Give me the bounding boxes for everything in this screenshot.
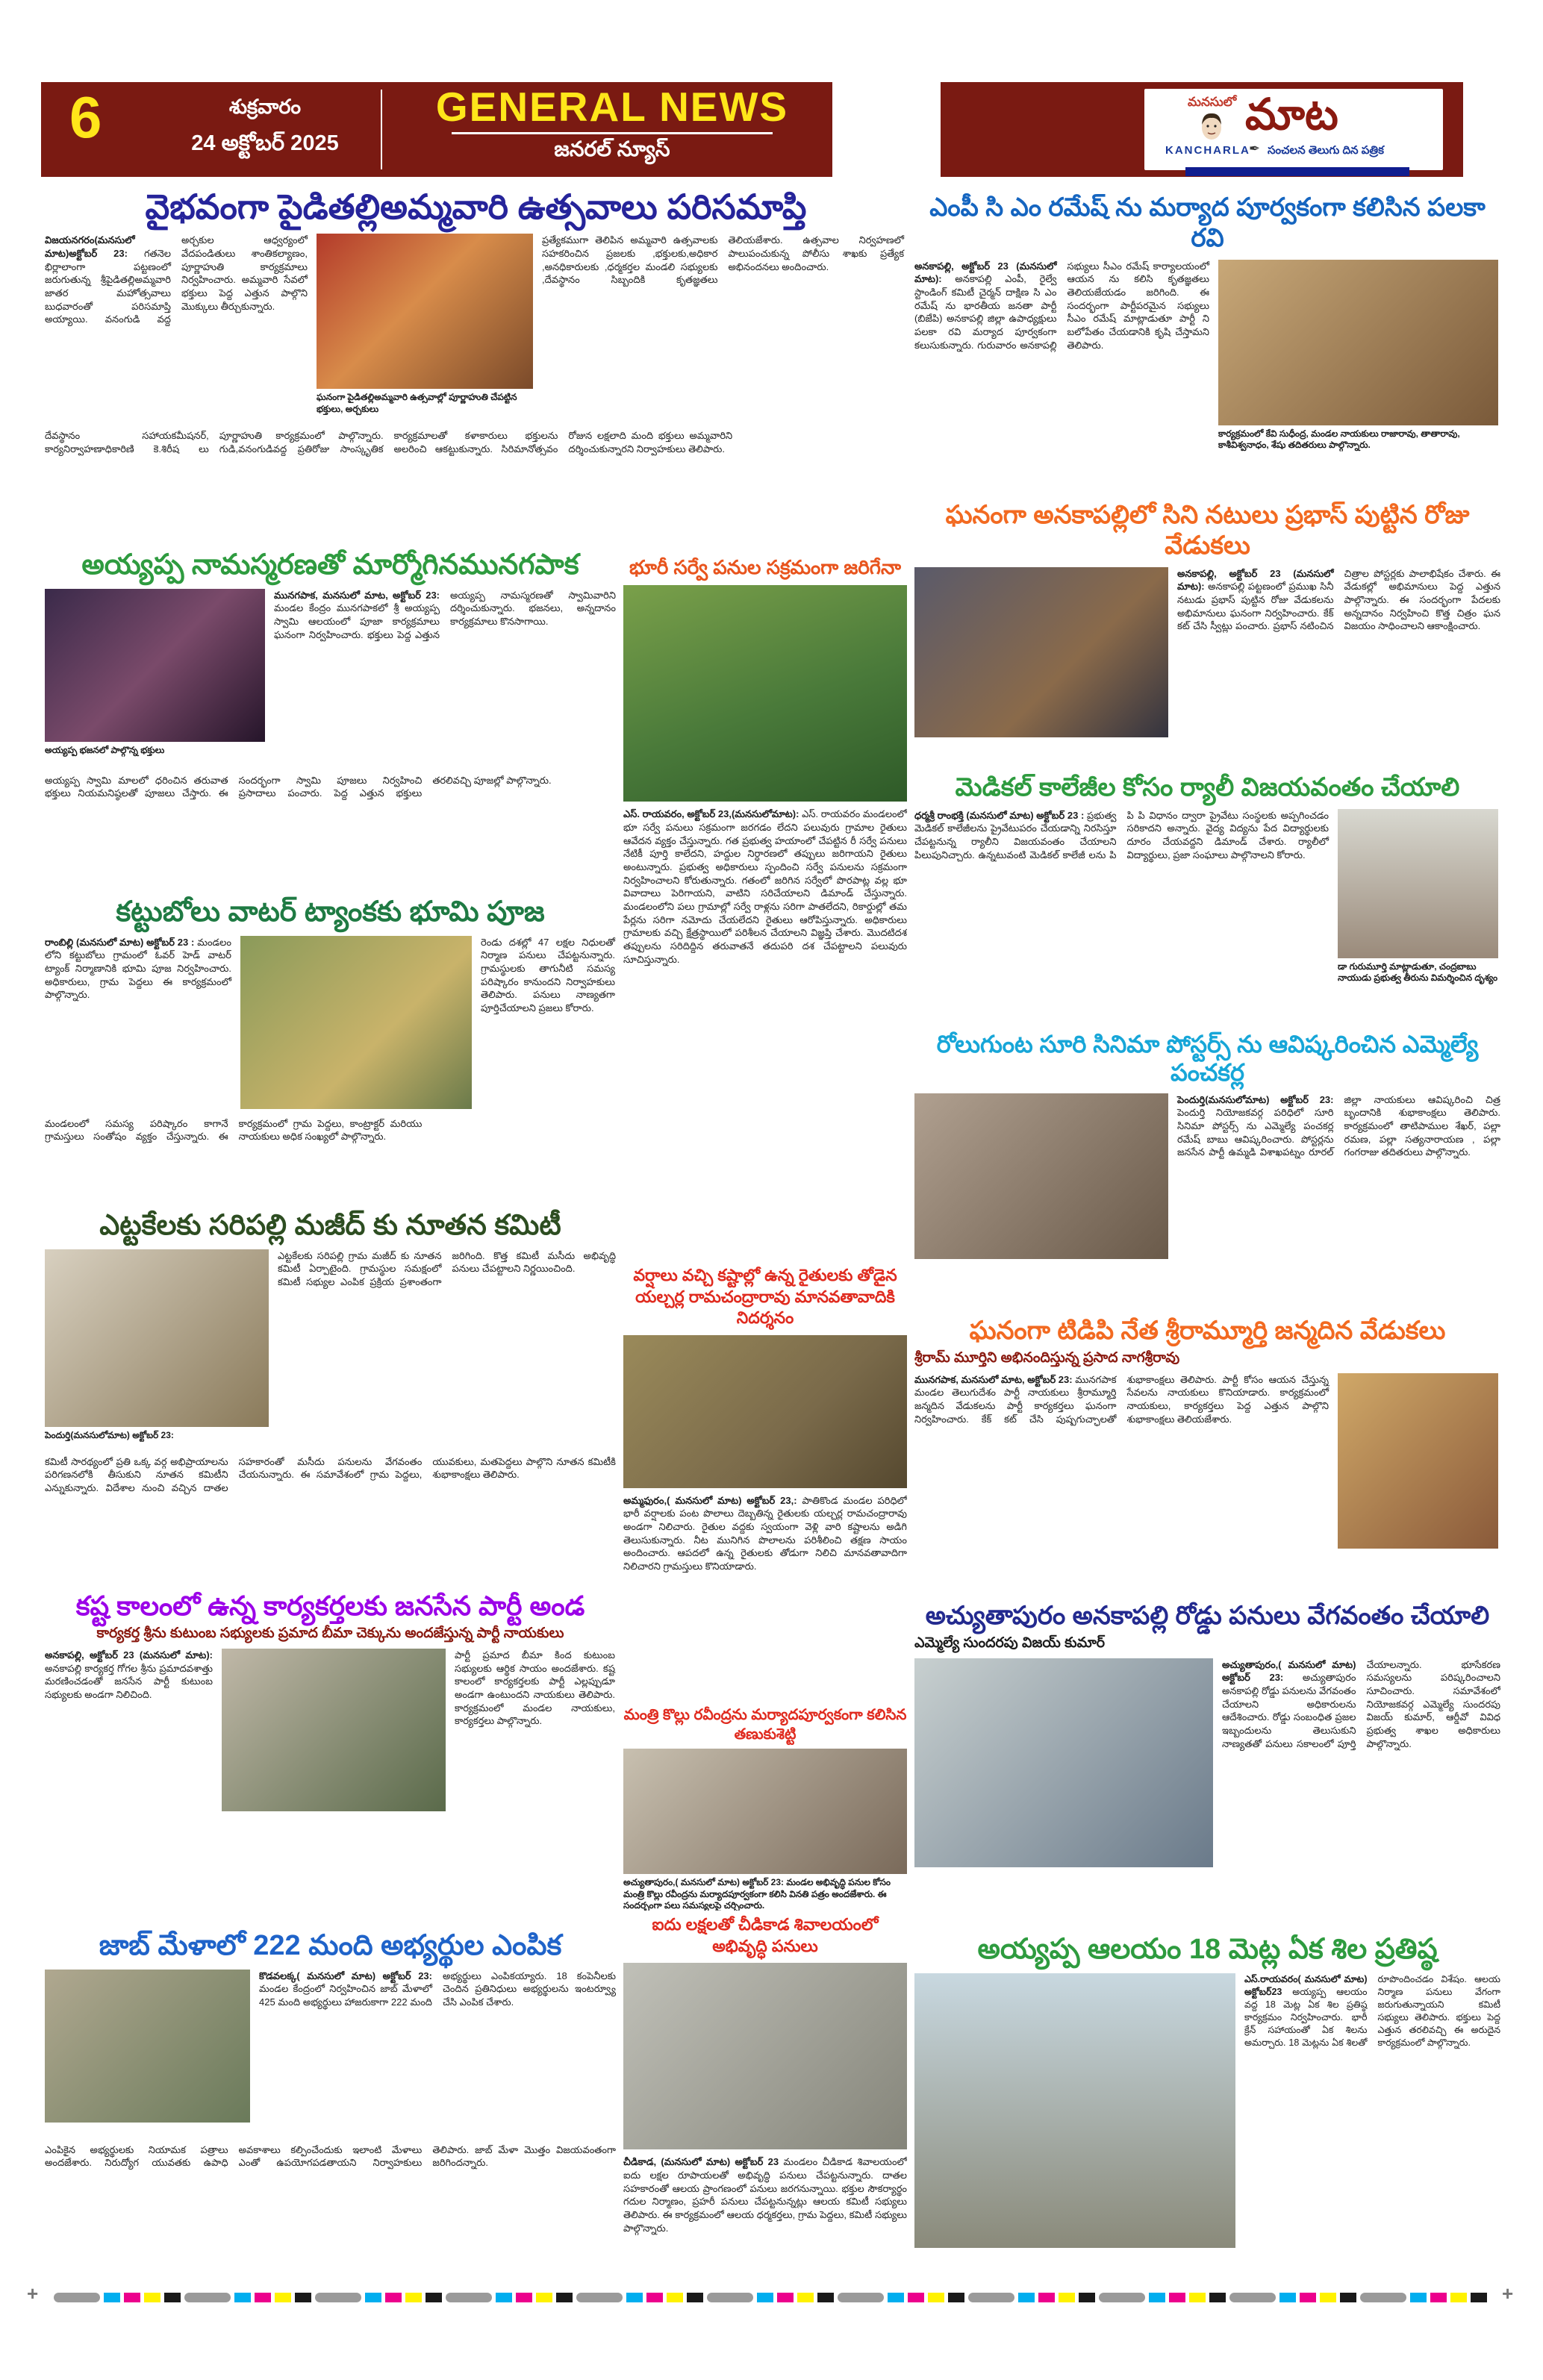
article-body-continued: ఎంపికైన అభ్యర్థులకు నియామక పత్రాలు అందజేశారు. నిరుద్యోగ యువతకు ఉపాధి అవకాశాలు కల్పించేందుకు ఇలాంటి మేళాలు ఎంతో ఉపయోగపడతాయని నిర్వాహకులు తెలిపారు. జాబ్ మేళా మొత్తం విజయవంతంగా జరిగిందన్నారు.	[45, 2143, 616, 2169]
pen-nib-icon: ✒	[1249, 141, 1261, 156]
article-body: అనకాపల్లి, అక్టోబర్ 23 (మనసులో మాట): అనకాపల్లి ఎంపీ, రైల్వే స్టాండింగ్ కమిటీ చైర్మన్ దాక్షిణ సి ఎం రమేష్ ను భారతీయ జనతా పార్టీ (బిజేపి) అనకాపల్లి జిల్లా ఉపాధ్యక్షులు పలకా రవి మర్యాద పూర్వకంగా కలుసుకున్నారు. గురువారం అనకాపల్లి సభ్యులు సీఎం రమేష్ కార్యాలయంలో ఆయన ను కలిసి కృతజ్ఞతలు తెలియజేయడం జరిగింది. ఈ సందర్భంగా పార్టీపరమైన సభ్యులు సీఎం రమేష్ మాట్లాడుతూ పార్టీ ని బలోపేతం చేయడానికి కృషి చేస్తామని తెలిపారు.	[914, 260, 1209, 351]
page-number: 6	[69, 84, 102, 150]
article-body: చీడికాడ, (మనసులో మాట) అక్టోబర్ 23 మండలం చీడికాడ శివాలయంలో ఐదు లక్షల రూపాయలతో అభివృద్ధి పనులు చేపట్టనున్నారు. దాతల సహకారంతో ఆలయ ప్రాంగణంలో పనులు జరగనున్నాయి. భక్తుల సౌకర్యార్థం గదుల నిర్మాణం, ప్రహరీ పనులు చేపట్టనున్నట్లు ఆలయ కమిటీ సభ్యులు తెలిపారు. ఈ కార్యక్రమంలో ఆలయ ధర్మకర్తలు, గ్రామ పెద్దలు, కమిటీ సభ్యులు పాల్గొన్నారు.	[623, 2156, 907, 2234]
photo-block	[240, 936, 472, 1111]
crop-mark-left: +	[27, 2282, 39, 2305]
photo-block	[45, 1249, 269, 1449]
photo-block	[914, 1093, 1168, 1306]
article-headline: జాబ్ మేళాలో 222 మంది అభ్యర్థుల ఎంపిక	[99, 1930, 562, 1961]
article-headline: రోలుగుంట సూరి సినిమా పోస్టర్స్ ను ఆవిష్కరించిన ఎమ్మెల్యే పంచకర్ల	[936, 1031, 1479, 1087]
photo-block	[914, 1658, 1213, 1882]
banana-field-photo	[623, 585, 907, 802]
article-subhead: శ్రీరామ్ మూర్తిని అభినందిస్తున్న ప్రసాద నాగశ్రీరావు	[914, 1349, 1180, 1366]
newspaper-logo	[1144, 89, 1443, 170]
article-headline: ఘనంగా అనకాపల్లిలో సిని నటులు ప్రభాస్ పుట్టిన రోజు వేడుకలు	[945, 501, 1470, 560]
committee-group-photo	[45, 1249, 269, 1427]
article-headline: ఘనంగా టిడిపి నేత శ్రీరామ్మూర్తి జన్మదిన వేడుకలు	[969, 1317, 1446, 1345]
article-body-footer: దేవస్థానం సహాయకమీషనర్, కార్యనిర్వాహణాధికారిణి కె.శిరీష లు పూర్ణాహుతి కార్యక్రమంలో పాల్గొన్నారు. గుడి,వనంగుడివద్ద ప్రతిరోజు సాంస్కృతిక కార్యక్రమాలతో కళాకారులు భక్తులను అలరించి ఆకట్టుకున్నారు. సిరిమానోత్సవం రోజున లక్షలాది మంది భక్తులు అమ్మవారిని దర్శించుకున్నారని నిర్వాహకులు తెలిపారు.	[45, 430, 733, 455]
article-headline: అయ్యప్ప ఆలయం 18 మెట్ల ఏక శిల ప్రతిష్ఠ	[977, 1934, 1438, 1965]
date: 24 అక్టోబర్ 2025	[191, 131, 339, 155]
masthead-right-band	[941, 82, 1463, 177]
article-body: అచ్యుతాపురం,( మనసులో మాట) అక్టోబర్ 23: అచ్యుతాపురం అనకాపల్లి రోడ్డు పనులను వేగవంతం చేయాలని అధికారులను ఆదేశించారు. రోడ్డు సంబంధిత ప్రజల ఇబ్బందులను తెలుసుకుని నాణ్యతతో పనులు సకాలంలో పూర్తి చేయాలన్నారు. భూసేకరణ సమస్యలను పరిష్కరించాలని సూచించారు. సమావేశంలో నియోజకవర్గ ఎమ్మెల్యే సుందరపు విజయ్ కుమార్, ఆర్డీవో వివిధ ప్రభుత్వ శాఖల అధికారులు పాల్గొన్నారు.	[1222, 1658, 1500, 1749]
photo-block	[1218, 260, 1498, 461]
section-title-te: జనరల్ న్యూస్	[554, 137, 670, 160]
article-body: కొడవలక్క( మనసులో మాట) అక్టోబర్ 23: మండల కేంద్రంలో నిర్వహించిన జాబ్ మేళాలో 425 మంది అభ్యర్థులు హాజరుకాగా 222 మంది అభ్యర్థులు ఎంపికయ్యారు. 18 కంపెనీలకు చెందిన ప్రతినిధులు అభ్యర్థులను ఇంటర్వ్యూ చేసి ఎంపిక చేశారు.	[259, 1970, 616, 2008]
article-temple-development	[623, 1914, 907, 2295]
photo-caption: కార్యక్రమంలో కేవి సుధీంద్ర, మండల నాయకులు రాజారావు, తాతారావు, కాశీవిశ్వనాధం, శేషు తదితరులు పాల్గొన్నారు.	[1218, 428, 1460, 451]
photo-block	[317, 234, 533, 422]
photo-block	[45, 589, 265, 768]
article-monolith-steps	[914, 1933, 1500, 2287]
photo-block	[914, 567, 1168, 767]
article-tdp-birthday	[914, 1316, 1500, 1596]
article-subhead: కార్యకర్త శ్రీను కుటుంబ సభ్యులకు ప్రమాద బీమా చెక్కును అందజేస్తున్న పార్టీ నాయకులు	[96, 1625, 564, 1642]
article-body: అనకాపల్లి, అక్టోబర్ 23 (మనసులో మాట): అనకాపల్లి కార్యకర్త గోగల శ్రీను ప్రమాదవశాత్తు మరణించడంతో జనసేన పార్టీ కుటుంబ సభ్యులకు అండగా నిలిచింది.	[45, 1649, 213, 1700]
article-body: అమ్మఫురం,( మనసులో మాట) అక్టోబర్ 23,: పాతికొండ మండల పరిధిలో భారీ వర్షాలకు పంట పొలాలు దెబ్బతిన్న రైతులకు యల్చర్ల రామచంద్రారావు అండగా నిలిచారు. రైతుల వద్దకు స్వయంగా వెళ్లి వారి కష్టాలను అడిగి తెలుసుకున్నారు. నీట మునిగిన పొలాలను పరిశీలించి తక్షణ సాయం అందించారు. ఆపదలో ఉన్న రైతులకు తోడుగా నిలిచి మానవతావాదిగా నిలిచారని గ్రామస్తులు కొనియాడారు.	[623, 1494, 907, 1572]
article-body: మునగపాక, మనసులో మాట, అక్టోబర్ 23: మునగపాక మండల తెలుగుదేశం పార్టీ నాయకులు శ్రీరామ్మూర్తి జన్మదిన వేడుకలను పార్టీ కార్యకర్తలు ఘనంగా నిర్వహించారు. కేక్ కట్ చేసి పుష్పగుచ్ఛాలతో శుభాకాంక్షలు తెలిపారు. పార్టీ కోసం ఆయన చేస్తున్న సేవలను నాయకులు కొనియాడారు. కార్యక్రమంలో నాయకులు, కార్యకర్తలు పెద్ద ఎత్తున పాల్గొని శుభాకాంక్షలు తెలియజేశారు.	[914, 1373, 1329, 1425]
article-headline: అచ్యుతాపురం అనకాపల్లి రోడ్డు పనులు వేగవంతం చేయాలి	[925, 1602, 1490, 1630]
photo-block	[1338, 1373, 1498, 1552]
title-underline	[452, 132, 773, 134]
article-body: మునగపాక, మనసులో మాట, అక్టోబర్ 23: మండల కేంద్రం మునగపాకలో శ్రీ అయ్యప్ప స్వామి ఆలయంలో పూజా కార్యక్రమాలు ఘనంగా నిర్వహించారు. భక్తులు పెద్ద ఎత్తున అయ్యప్ప నామస్మరణతో స్వామివారిని దర్శించుకున్నారు. భజనలు, అన్నదానం కార్యక్రమాలు కొనసాగాయి.	[274, 589, 616, 640]
fans-banner-photo	[914, 567, 1168, 737]
article-mp-cm-ramesh	[914, 193, 1500, 461]
article-body-continued: రెండు దశల్లో 47 లక్షల నిధులతో నిర్మాణ పనులు చేపట్టనున్నారు. గ్రామస్థులకు తాగునీటి సమస్య పరిష్కారం కానుందని నిర్వాహకులు తెలిపారు. పనులు నాణ్యతగా పూర్తిచేయాలని ప్రజలు కోరారు.	[481, 936, 615, 1013]
article-body: ఎట్టకేలకు సరిపల్లి గ్రామ మజీద్ కు నూతన కమిటీ ఏర్పాటైంది. గ్రామస్థుల సమక్షంలో కమిటీ సభ్యుల ఎంపిక ప్రక్రియ ప్రశాంతంగా జరిగింది. కొత్త కమిటీ మసీదు అభివృద్ధి పనులు చేపట్టాలని నిర్ణయించింది.	[278, 1249, 616, 1287]
article-body: ధర్మశ్రీ రాంభక్తి (మనసులో మాట) అక్టోబర్ 23 : ప్రభుత్వ మెడికల్ కాలేజీలను ప్రైవేటుపరం చేయడాన్ని నిరసిస్తూ చేపట్టనున్న ర్యాలీని విజయవంతం చేయాలని పిలుపునిచ్చారు. ఉన్నటువంటి మెడికల్ కాలేజీ లను పి పి పి విధానం ద్వారా ప్రైవేటు సంస్థలకు అప్పగించడం సరికాదని అన్నారు. వైద్య విద్యను పేద విద్యార్థులకు దూరం చేయవద్దని డిమాండ్ చేశారు. ర్యాలీలో విద్యార్థులు, ప్రజా సంఘాలు పాల్గొనాలని కోరారు.	[914, 809, 1329, 861]
article-headline: భూరీ సర్వే పనుల సక్రమంగా జరిగేనా	[629, 556, 901, 578]
article-farmer-help	[623, 1265, 907, 1702]
date-block	[153, 96, 377, 161]
article-masjid-committee	[45, 1209, 616, 1582]
article-land-survey	[623, 556, 907, 1261]
logo-tagline: సంచలన తెలుగు దిన పత్రిక	[1268, 144, 1384, 157]
masthead	[41, 82, 1463, 177]
article-body-continued: ప్రత్యేకముగా తెలిపిన అమ్మవారి ఉత్సవాలకు సహకరించిన ప్రజలకు ,భక్తులకు,అధికార ,అనధికారులకు ,ధర్మకర్తల మండలి సభ్యులకు ,దేవస్థానం సిబ్బందికి కృతజ్ఞతలు తెలియజేశారు. ఉత్సవాల నిర్వహణలో పాలుపంచుకున్న పోలీసు శాఖకు ప్రత్యేక అభినందనలు అందించారు.	[542, 234, 904, 286]
article-road-works	[914, 1601, 1500, 1922]
article-body-continued: అయ్యప్ప స్వామి మాలలో ధరించిన తరువాత భక్తులు నియమనిష్ఠలతో పూజలు చేస్తారు. ఈ సందర్భంగా స్వామి పూజలు నిర్వహించి ప్రసాదాలు పంచారు. పెద్ద ఎత్తున భక్తులు తరలివచ్చి పూజల్లో పాల్గొన్నారు.	[45, 774, 552, 799]
birthday-garland-photo	[1338, 1373, 1498, 1549]
section-title-en: GENERAL NEWS	[435, 84, 789, 130]
article-headline: కట్టుబోలు వాటర్ ట్యాంకకు భూమి పూజ	[116, 896, 545, 928]
garland-meeting-photo	[1218, 260, 1498, 425]
article-body: విజయనగరం(మనసులో మాట)అక్టోబర్ 23: గతనెల భిర్లాలాంగా పట్టణంలో జరుగుతున్న శ్రీపైడితల్లిఅమ్మవారి జాతర మహోత్సవాలు బుధవారంతో పరిసమాప్తి అయ్యాయి. వనంగుడి వద్ద అర్చకుల ఆధ్వర్యంలో వేదపండితులు శాంతికల్యాణం, పూర్ణాహుతి కార్యక్రమాలు నిర్వహించారు. అమ్మవారి సేవలో భక్తులు పెద్ద ఎత్తున పాల్గొని మొక్కులు తీర్చుకున్నారు.	[45, 234, 308, 325]
article-headline: మంత్రి కొల్లు రవీంద్రను మర్యాదపూర్వకంగా కలిసిన తణుకుశెట్టి	[623, 1707, 907, 1743]
bhumi-puja-photo	[240, 936, 472, 1109]
article-headline: ఎట్టకేలకు సరిపల్లి మజీద్ కు నూతన కమిటీ	[99, 1210, 561, 1241]
devotees-crowd-photo	[45, 589, 265, 742]
section-title	[392, 84, 832, 166]
article-job-mela	[45, 1929, 616, 2284]
review-meeting-photo	[914, 1658, 1213, 1867]
logo-wordmark: మాట	[1245, 90, 1338, 139]
photo-caption: అయ్యప్ప భజనలో పాల్గొన్న భక్తులు	[45, 744, 165, 755]
photo-block	[222, 1649, 446, 1873]
photo-block	[1338, 809, 1498, 1003]
photo-block	[914, 1973, 1235, 2257]
crop-mark-right: +	[1502, 2282, 1514, 2305]
print-color-bar	[54, 2293, 1491, 2304]
photo-caption: పెందుర్తి(మనసులోమాట) అక్టోబర్ 23:	[45, 1429, 174, 1440]
article-headline: అయ్యప్ప నామస్మరణతో మార్మోగినమునగపాక	[81, 549, 579, 581]
photo-caption: డా గురుమూర్తి మాట్లాడుతూ, చంద్రబాబు నాయుడు ప్రభుత్వ తీరును విమర్శించిన దృశ్యం	[1338, 961, 1498, 984]
photo-block	[45, 1970, 250, 2137]
logo-face-icon	[1198, 110, 1225, 141]
cheque-handover-photo	[222, 1649, 446, 1811]
article-headline: వర్షాలు వచ్చి కష్టాల్లో ఉన్న రైతులకు తోడైన యల్చర్ల రామచంద్రారావు మానవతావాదికి నిదర్శనం	[633, 1266, 897, 1328]
logo-top-text: మనసులో	[1188, 95, 1237, 109]
masthead-left-band	[41, 82, 832, 177]
article-body: అనకాపల్లి, అక్టోబర్ 23 (మనసులో మాట): అనకాపల్లి పట్టణంలో ప్రముఖ సినీ నటుడు ప్రభాస్ పుట్టిన రోజు వేడుకలను అభిమానులు ఘనంగా నిర్వహించారు. కేక్ కట్ చేసి స్వీట్లు పంచారు. ప్రభాస్ నటించిన చిత్రాల పోస్టర్లకు పాలాభిషేకం చేశారు. ఈ వేడుకల్లో అభిమానులు పెద్ద ఎత్తున పాల్గొన్నారు. ఈ సందర్భంగా పేదలకు అన్నదానం నిర్వహించి కొత్త చిత్రం ఘన విజయం సాధించాలని ఆకాంక్షించారు.	[1177, 567, 1500, 632]
article-headline: వైభవంగా పైడితల్లిఅమ్మవారి ఉత్సవాలు పరిసమాప్తి	[145, 187, 807, 226]
office-meeting-photo	[623, 1749, 907, 1874]
article-suri-movie-posters	[914, 1030, 1500, 1312]
poster-launch-photo	[914, 1093, 1168, 1259]
article-headline: ఎంపీ సి ఎం రమేష్ ను మర్యాద పూర్వకంగా కలిసిన పలకా రవి	[929, 193, 1486, 252]
article-body-continued: కమిటీ సారథ్యంలో ప్రతి ఒక్క వర్గ అభిప్రాయాలను పరిగణనలోకి తీసుకుని నూతన కమిటీని ఎన్నుకున్నారు. విదేశాల నుంచి వచ్చిన దాతల సహకారంతో మసీదు పనులను వేగవంతం చేయనున్నారు. ఈ సమావేశంలో గ్రామ పెద్దలు, యువకులు, మతపెద్దలు పాల్గొని నూతన కమిటీకి శుభాకాంక్షలు తెలిపారు.	[45, 1455, 616, 1493]
leader-portrait-photo	[1338, 809, 1498, 958]
article-body-continued: పార్టీ ప్రమాద బీమా కింద కుటుంబ సభ్యులకు ఆర్థిక సాయం అందజేశారు. కష్ట కాలంలో కార్యకర్తలకు పార్టీ ఎల్లప్పుడూ అండగా ఉంటుందని నాయకులు తెలిపారు. కార్యక్రమంలో మండల నాయకులు, కార్యకర్తలు పాల్గొన్నారు.	[455, 1649, 615, 1727]
article-body: పెందుర్తి(మనసులోమాట) అక్టోబర్ 23: పెందుర్తి నియోజకవర్గ పరిధిలో సూరి సినిమా పోస్టర్స్ ను ఎమ్మెల్యే పంచకర్ల రమేష్ బాబు ఆవిష్కరించారు. పోస్టర్లను జనసేన పార్టీ ఉమ్మడి విశాఖపట్నం రూరల్ జిల్లా నాయకులు ఆవిష్కరించి చిత్ర బృందానికి శుభాకాంక్షలు తెలిపారు. కార్యక్రమంలో తాటిపాముల శేఖర్, పల్లా రమణ, పల్లా సత్యనారాయణ , పల్లా గంగరాజు తదితరులు పాల్గొన్నారు.	[1177, 1093, 1500, 1158]
article-body: ఎస్.రాయవరం( మనసులో మాట) అక్టోబర్23 అయ్యప్ప ఆలయం వద్ద 18 మెట్ల ఏక శిల ప్రతిష్ఠ కార్యక్రమం నిర్వహించారు. భారీ క్రేన్ సహాయంతో ఏక శిలను అమర్చారు. 18 మెట్లను ఏక శిలతో రూపొందించడం విశేషం. ఆలయ నిర్మాణ పనులు వేగంగా జరుగుతున్నాయని కమిటీ సభ్యులు తెలిపారు. భక్తులు పెద్ద ఎత్తున తరలివచ్చి ఈ అరుదైన కార్యక్రమంలో పాల్గొన్నారు.	[1244, 1973, 1500, 2048]
article-body-footer: మండలంలో సమస్య పరిష్కారం కాగానే గ్రామస్తులు సంతోషం వ్యక్తం చేస్తున్నారు. ఈ కార్యక్రమంలో గ్రామ పెద్దలు, కాంట్రాక్టర్ మరియు నాయకులు అధిక సంఖ్యలో పాల్గొన్నారు.	[45, 1117, 423, 1143]
article-body: ఎస్. రాయవరం, అక్టోబర్ 23,(మనసులోమాట): ఎస్. రాయవరం మండలంలో భూ సర్వే పనులు సక్రమంగా జరగడం లేదని పలువురు గ్రామాల రైతులు ఆవేదన వ్యక్తం చేస్తున్నారు. గత ప్రభుత్వ హయాంలో చేపట్టిన రీ సర్వే పనులు నేటికీ పూర్తి కాలేదని, హద్దుల నిర్ధారణలో తప్పులు జరిగాయని రైతులు అంటున్నారు. ప్రభుత్వ అధికారులు స్పందించి సర్వే పనులను సక్రమంగా నిర్వహించాలని కోరుతున్నారు. గతంలో జరిగిన సర్వేలో పొరపాట్ల వల్ల భూ వివాదాలు పెరిగాయని, వాటిని సరిచేయాలని డిమాండ్ చేస్తున్నారు. మండలంలోని పలు గ్రామాల్లో సర్వే రాళ్లను సరిగా పాతలేదని, రికార్డుల్లో తమ పేర్లను సరిగా నమోదు చేయలేదని రైతులు ఆరోపిస్తున్నారు. అధికారులు గ్రామాలకు వచ్చి క్షేత్రస్థాయిలో పరిశీలన చేయాలని విజ్ఞప్తి చేశారు. మొదటిదశ తప్పులను సరిదిద్దిన తరువాతనే తదుపరి దశ చేపట్టాలని పలువురు సూచిస్తున్నారు.	[623, 808, 907, 965]
article-body: రాంబిల్లి (మనసులో మాట) అక్టోబర్ 23 : మండలం లోని కట్టుబోలు గ్రామంలో ఓవర్ హెడ్ వాటర్ ట్యాంక్ నిర్మాణానికి భూమి పూజ నిర్వహించారు. అధికారులు, గ్రామ పెద్దలు ఈ కార్యక్రమంలో పాల్గొన్నారు.	[45, 936, 231, 1001]
article-ayyappa-munagapaka	[45, 549, 616, 893]
article-headline: ఐదు లక్షలతో చీడికాడ శివాలయంలో అభివృద్ధి పనులు	[652, 1915, 879, 1955]
logo-blue-bar	[1185, 167, 1409, 176]
muddy-field-photo	[623, 1335, 907, 1488]
weekday: శుక్రవారం	[228, 96, 302, 118]
photo-caption: ఘనంగా పైడితల్లిఅమ్మవారి ఉత్సవాల్లో పూర్ణాహుతి చేపట్టిన భక్తులు, అర్చకులు	[317, 392, 517, 414]
logo-kancharla: KANCHARLA	[1165, 144, 1250, 157]
article-subhead: ఎమ్మెల్యే సుందరపు విజయ్ కుమార్	[914, 1634, 1106, 1651]
article-prabhas-birthday	[914, 500, 1500, 767]
article-janasena-aid	[45, 1590, 616, 1922]
article-headline: కష్ట కాలంలో ఉన్న కార్యకర్తలకు జనసేన పార్టీ అండ	[75, 1590, 585, 1621]
job-mela-photo	[45, 1970, 250, 2123]
article-water-tank-bhumi-puja	[45, 896, 616, 1205]
crane-construction-photo	[914, 1973, 1235, 2248]
festival-ritual-photo	[317, 234, 533, 389]
article-minister-meet	[623, 1705, 907, 1911]
article-paiditalli-festival	[45, 187, 907, 524]
article-headline: మెడికల్ కాలేజీల కోసం ర్యాలీ విజయవంతం చేయాలి	[955, 773, 1460, 802]
article-medical-college-rally	[914, 772, 1500, 1025]
header-divider	[381, 90, 382, 169]
article-body: అచ్యుతాపురం,( మనసులో మాట) అక్టోబర్ 23: మండల అభివృద్ధి పనుల కోసం మంత్రి కొల్లు రవీంద్రను మర్యాదపూర్వకంగా కలిసి వినతి పత్రం అందజేశారు. ఈ సందర్భంగా పలు సమస్యలపై చర్చించారు.	[623, 1877, 891, 1911]
shiva-temple-photo	[623, 1963, 907, 2149]
